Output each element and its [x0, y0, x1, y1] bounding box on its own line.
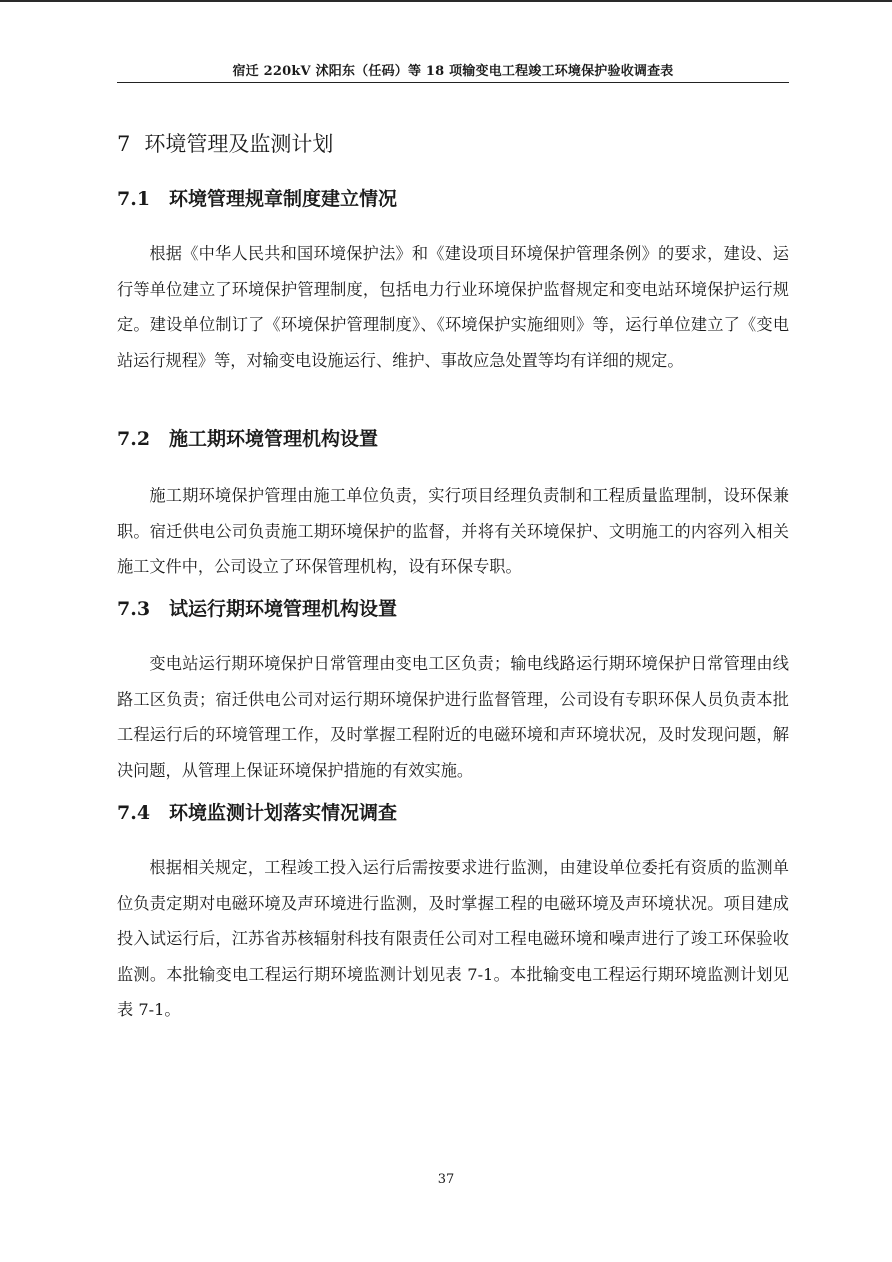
page-number: 37 [437, 1172, 455, 1187]
section-title-text: 试运行期环境管理机构设置 [169, 598, 398, 620]
section-number: 7.1 [117, 188, 151, 210]
section-title-text: 环境监测计划落实情况调查 [169, 802, 398, 824]
section-title-text: 环境管理规章制度建立情况 [169, 188, 398, 210]
section-7-2-paragraph: 施工期环境保护管理由施工单位负责，实行项目经理负责制和工程质量监理制，设环保兼职。宿迁供电公司负责施工期环境保护的监督，并将有关环境保护、文明施工的内容列入相关施工文件中，公司设立了环保管理机构，设有环保专职。 [117, 486, 789, 576]
chapter-title [117, 128, 333, 158]
section-7-1-paragraph: 根据《中华人民共和国环境保护法》和《建设项目环境保护管理条例》的要求，建设、运行等单位建立了环境保护管理制度，包括电力行业环境保护监督规定和变电站环境保护运行规定。建设单位制订了《环境保护管理制度》、《环境保护实施细则》等，运行单位建立了《变电站运行规程》等，对输变电设施运行、维护、事故应急处置等均有详细的规定。 [117, 244, 789, 370]
section-number: 7.2 [117, 428, 151, 450]
chapter-title-text: 环境管理及监测计划 [144, 132, 334, 156]
section-7-4-paragraph: 根据相关规定，工程竣工投入运行后需按要求进行监测，由建设单位委托有资质的监测单位负责定期对电磁环境及声环境进行监测，及时掌握工程的电磁环境及声环境状况。项目建成投入试运行后，江苏省苏核辐射科技有限责任公司对工程电磁环境和噪声进行了竣工环保验收监测。本批输变电工程运行期环境监测计划见表 7-1。本批输变电工程运行期环境监测计划见表 7-1。 [117, 858, 789, 1019]
section-heading-7-3 [117, 594, 397, 621]
running-header: 宿迁 220kV 沭阳东（任码）等 18 项输变电工程竣工环境保护验收调查表 [232, 64, 674, 79]
section-heading-7-4 [117, 798, 397, 825]
section-title-text: 施工期环境管理机构设置 [169, 428, 379, 450]
section-number: 7.4 [117, 802, 151, 824]
header-rule [117, 82, 789, 83]
section-number: 7.3 [117, 598, 151, 620]
section-7-3-paragraph: 变电站运行期环境保护日常管理由变电工区负责；输电线路运行期环境保护日常管理由线路工区负责；宿迁供电公司对运行期环境保护进行监督管理，公司设有专职环保人员负责本批工程运行后的环境管理工作，及时掌握工程附近的电磁环境和声环境状况，及时发现问题，解决问题，从管理上保证环境保护措施的有效实施。 [117, 654, 789, 780]
section-heading-7-1 [117, 184, 397, 211]
page-top-border [0, 0, 892, 2]
section-heading-7-2 [117, 424, 378, 451]
chapter-number: 7 [117, 132, 131, 156]
